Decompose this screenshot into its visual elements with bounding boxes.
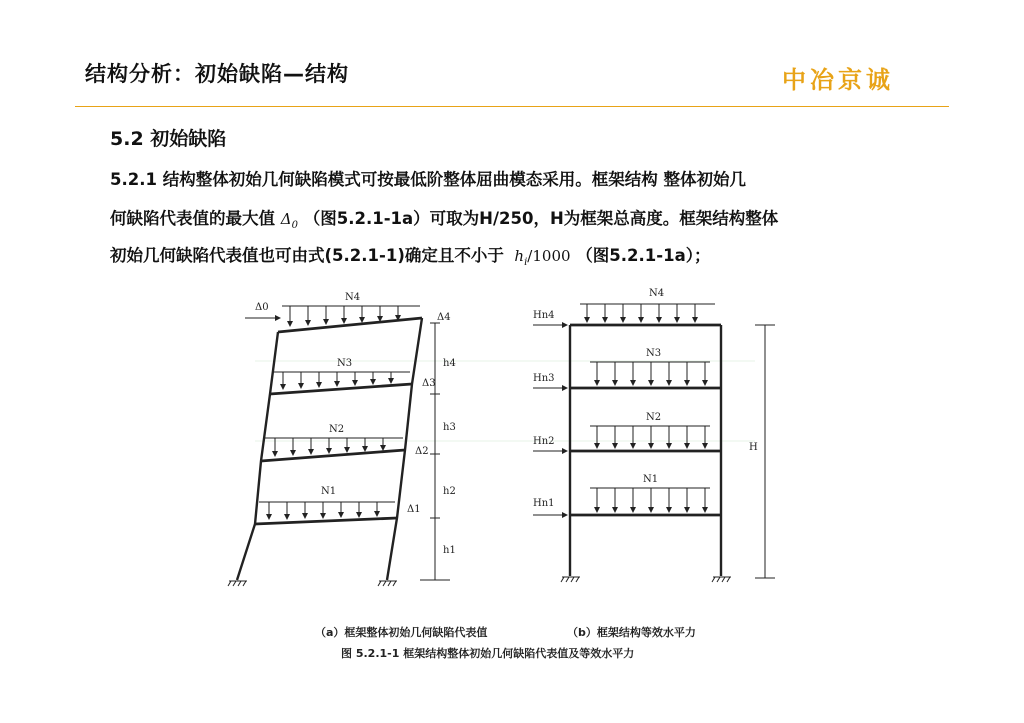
header-divider xyxy=(75,106,949,107)
label-b-n3: N3 xyxy=(646,348,662,359)
line2-text-a: 何缺陷代表值的最大值 xyxy=(110,209,275,228)
label-b-n4: N4 xyxy=(649,288,665,299)
label-hn4: Hn4 xyxy=(533,310,555,321)
frame-b-supports xyxy=(561,577,731,582)
paragraph-line-3 xyxy=(110,242,710,268)
label-delta3: Δ3 xyxy=(422,378,436,389)
company-logo: 中冶京诚 xyxy=(782,66,894,94)
line3-text-b: （图5.2.1-1a）； xyxy=(576,246,711,265)
delta0-formula: $\Delta_0$ xyxy=(280,210,298,231)
label-delta0: Δ0 xyxy=(255,302,269,313)
label-delta1: Δ1 xyxy=(407,504,421,515)
paragraph-line-1: 5.2.1 结构整体初始几何缺陷模式可按最低阶整体屈曲模态采用。框架结构 整体初始几 xyxy=(110,170,746,189)
line3-text-a: 初始几何缺陷代表值也可由式(5.2.1-1)确定且不小于 xyxy=(110,246,504,265)
label-h4: h4 xyxy=(443,358,456,369)
label-a-n4: N4 xyxy=(345,292,361,303)
label-hn2: Hn2 xyxy=(533,436,555,447)
figure-caption-a: （a）框架整体初始几何缺陷代表值 xyxy=(315,626,488,639)
frame-figure xyxy=(225,278,785,590)
label-a-n1: N1 xyxy=(321,486,337,497)
frame-b-load-arrows xyxy=(533,304,705,515)
label-hn3: Hn3 xyxy=(533,373,555,384)
label-total-h: H xyxy=(749,442,758,453)
label-h1: h1 xyxy=(443,545,456,556)
frame-a-supports xyxy=(228,581,397,586)
figure-caption-b: （b）框架结构等效水平力 xyxy=(567,626,696,639)
section-title: 5.2 初始缺陷 xyxy=(110,128,227,150)
page-title: 结构分析：初始缺陷—结构 xyxy=(85,62,349,86)
label-delta2: Δ2 xyxy=(415,446,429,457)
frame-a xyxy=(237,306,450,580)
label-delta4: Δ4 xyxy=(437,312,451,323)
frame-b-labels xyxy=(533,288,758,509)
figure-caption: 图 5.2.1-1 框架结构整体初始几何缺陷代表值及等效水平力 xyxy=(341,647,635,660)
label-b-n2: N2 xyxy=(646,412,662,423)
label-hn1: Hn1 xyxy=(533,498,555,509)
hi-formula: $h_i/1000$ xyxy=(514,247,571,268)
label-h3: h3 xyxy=(443,422,456,433)
label-a-n3: N3 xyxy=(337,358,353,369)
label-b-n1: N1 xyxy=(643,474,659,485)
label-h2: h2 xyxy=(443,486,456,497)
line2-text-b: （图5.2.1-1a）可取为H/250，H为框架总高度。框架结构整体 xyxy=(303,209,779,228)
paragraph-line-2 xyxy=(110,205,778,231)
label-a-n2: N2 xyxy=(329,424,345,435)
